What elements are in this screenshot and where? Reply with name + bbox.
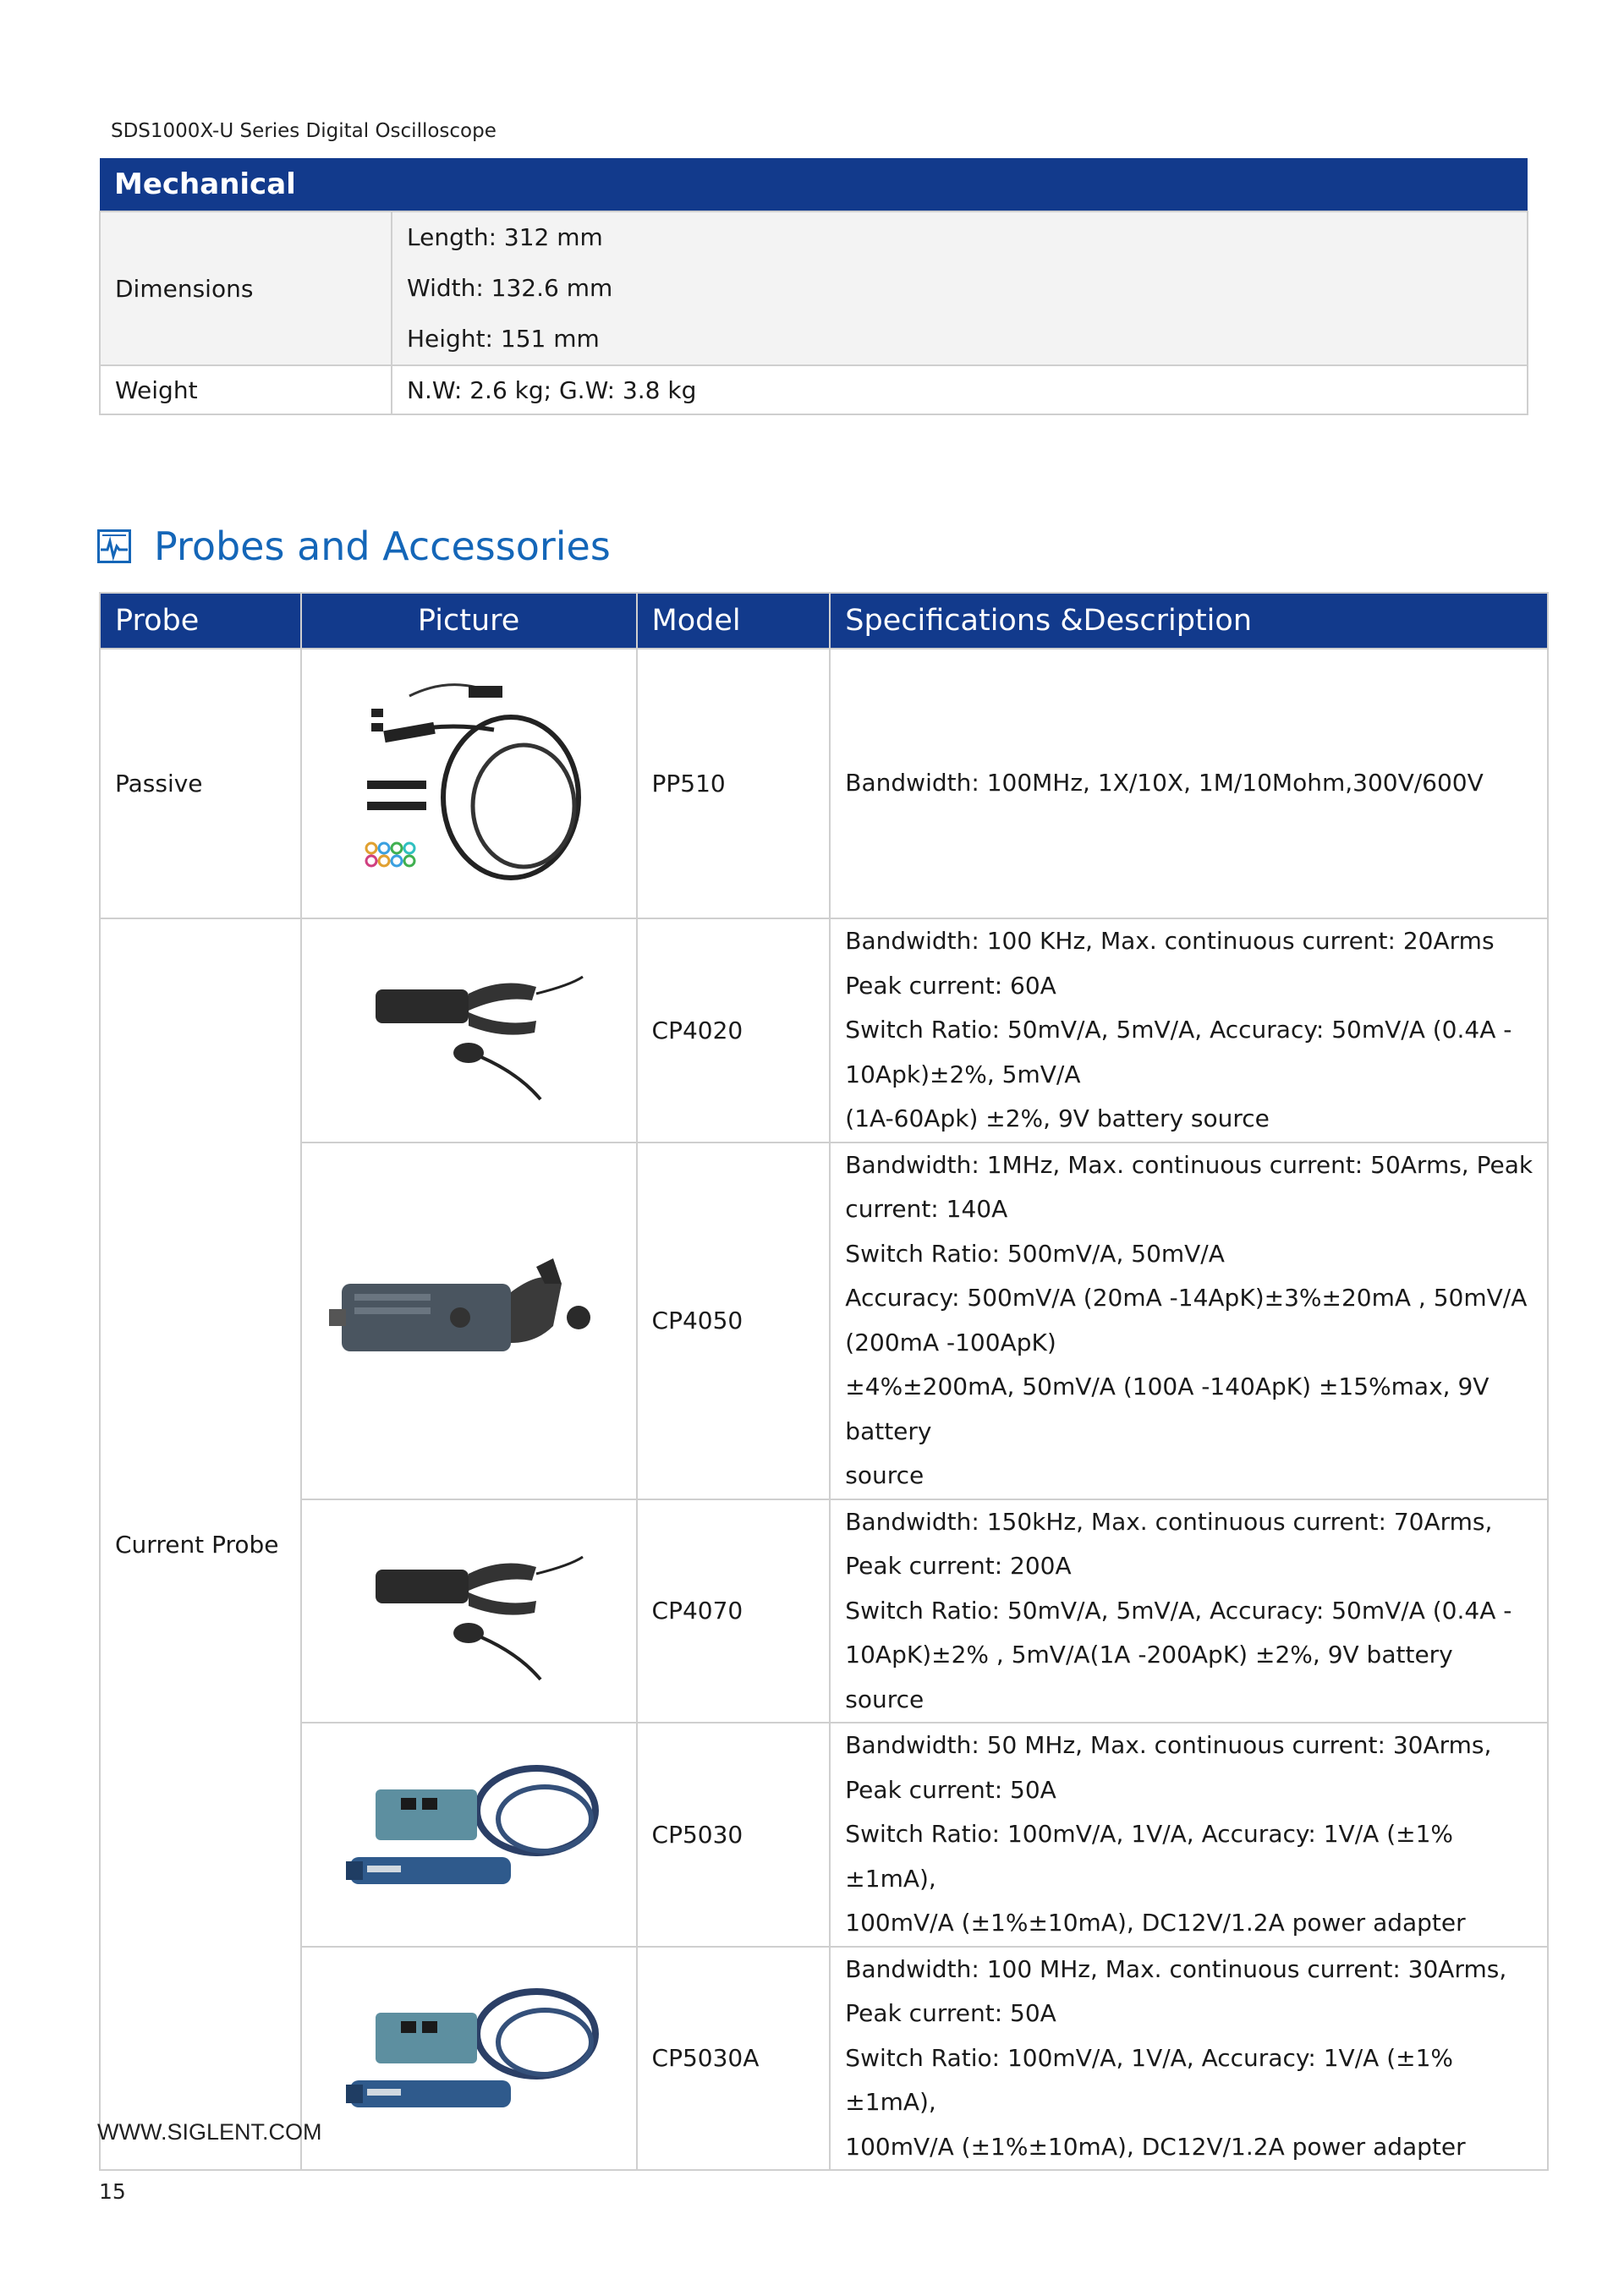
model-cp5030: CP5030 (637, 1723, 831, 1947)
spec-line: Peak current: 200A (845, 1552, 1072, 1580)
probe-type-current: Current Probe (100, 918, 301, 2170)
probes-table (99, 592, 1549, 2171)
model-pp510: PP510 (637, 649, 831, 918)
spec-line: Accuracy: 500mV/A (20mA -14ApK)±3%±20mA , 50mV/A (845, 1284, 1528, 1312)
spec-line: (200mA -100ApK) (845, 1328, 1056, 1356)
spec-line: Bandwidth: 1MHz, Max. continuous current: 50Arms, Peak (845, 1150, 1533, 1179)
current-clamp-picture (301, 1499, 637, 1723)
active-current-probe-picture (301, 1723, 637, 1947)
spec-line: Switch Ratio: 50mV/A, 5mV/A, Accuracy: 50mV/A (0.4A - (845, 1016, 1512, 1044)
section-title (97, 523, 611, 570)
model-cp5030a: CP5030A (637, 1947, 831, 2171)
spec-cp4070 (830, 1499, 1548, 1723)
table-row (100, 649, 1548, 918)
passive-probe-picture (301, 649, 637, 918)
active-current-probe-picture (301, 1947, 637, 2171)
spec-line: Bandwidth: 100MHz, 1X/10X, 1M/10Mohm,300V/600V (845, 769, 1484, 797)
spec-line: 100mV/A (±1%±10mA), DC12V/1.2A power adapter (845, 1909, 1466, 1937)
table-row (100, 365, 1528, 414)
table-header-row (100, 593, 1548, 649)
spec-line: Switch Ratio: 100mV/A, 1V/A, Accuracy: 1V/A (±1%±1mA), (845, 2043, 1453, 2116)
spec-line: 10ApK)±2% , 5mV/A(1A -200ApK) ±2%, 9V battery source (845, 1641, 1453, 1713)
table-row (100, 1499, 1548, 1723)
spec-line: Switch Ratio: 500mV/A, 50mV/A (845, 1239, 1225, 1268)
footer-url: WWW.SIGLENT.COM (97, 2119, 322, 2145)
col-header-model: Model (637, 593, 831, 649)
spec-line: Bandwidth: 150kHz, Max. continuous current: 70Arms, (845, 1507, 1493, 1536)
weight-value: N.W: 2.6 kg; G.W: 3.8 kg (392, 365, 1528, 414)
table-row (100, 1723, 1548, 1947)
dimensions-values (392, 211, 1528, 365)
spec-line: (1A-60Apk) ±2%, 9V battery source (845, 1104, 1270, 1132)
model-cp4020: CP4020 (637, 918, 831, 1143)
spec-cp5030a (830, 1947, 1548, 2171)
waveform-icon (97, 529, 131, 563)
col-header-specifications: Specifications &Description (830, 593, 1548, 649)
mechanical-heading: Mechanical (100, 158, 1528, 211)
section-title-text: Probes and Accessories (154, 523, 611, 569)
spec-line: Peak current: 50A (845, 1775, 1056, 1804)
spec-line: source (845, 1461, 924, 1489)
spec-line: Peak current: 60A (845, 971, 1056, 1000)
dimension-length: Length: 312 mm (407, 223, 603, 251)
model-cp4070: CP4070 (637, 1499, 831, 1723)
spec-line: 100mV/A (±1%±10mA), DC12V/1.2A power adapter (845, 2132, 1466, 2161)
spec-cp5030 (830, 1723, 1548, 1947)
col-header-picture: Picture (301, 593, 637, 649)
probe-type-passive: Passive (100, 649, 301, 918)
current-clamp-picture (301, 918, 637, 1143)
document-header: SDS1000X-U Series Digital Oscilloscope (111, 120, 497, 142)
dimension-width: Width: 132.6 mm (407, 274, 613, 302)
spec-line: Peak current: 50A (845, 1999, 1056, 2027)
spec-line: Bandwidth: 50 MHz, Max. continuous current: 30Arms, (845, 1731, 1492, 1759)
dimension-height: Height: 151 mm (407, 325, 600, 353)
spec-line: 10Apk)±2%, 5mV/A (845, 1060, 1081, 1088)
spec-line: ±4%±200mA, 50mV/A (100A -140ApK) ±15%max, 9V battery (845, 1373, 1490, 1445)
spec-line: current: 140A (845, 1195, 1008, 1223)
dimensions-label: Dimensions (100, 211, 392, 365)
col-header-probe: Probe (100, 593, 301, 649)
weight-label: Weight (100, 365, 392, 414)
model-cp4050: CP4050 (637, 1143, 831, 1499)
spec-cp4020 (830, 918, 1548, 1143)
spec-line: Switch Ratio: 50mV/A, 5mV/A, Accuracy: 50mV/A (0.4A - (845, 1596, 1512, 1625)
spec-pp510 (830, 649, 1548, 918)
current-probe-body-picture (301, 1143, 637, 1499)
table-row (100, 918, 1548, 1143)
page-number: 15 (99, 2179, 126, 2204)
mechanical-table (99, 158, 1528, 415)
spec-line: Bandwidth: 100 MHz, Max. continuous current: 30Arms, (845, 1954, 1507, 1983)
spec-cp4050 (830, 1143, 1548, 1499)
table-row (100, 1143, 1548, 1499)
spec-line: Switch Ratio: 100mV/A, 1V/A, Accuracy: 1V/A (±1%±1mA), (845, 1820, 1453, 1893)
table-row (100, 211, 1528, 365)
spec-line: Bandwidth: 100 KHz, Max. continuous current: 20Arms (845, 927, 1495, 955)
